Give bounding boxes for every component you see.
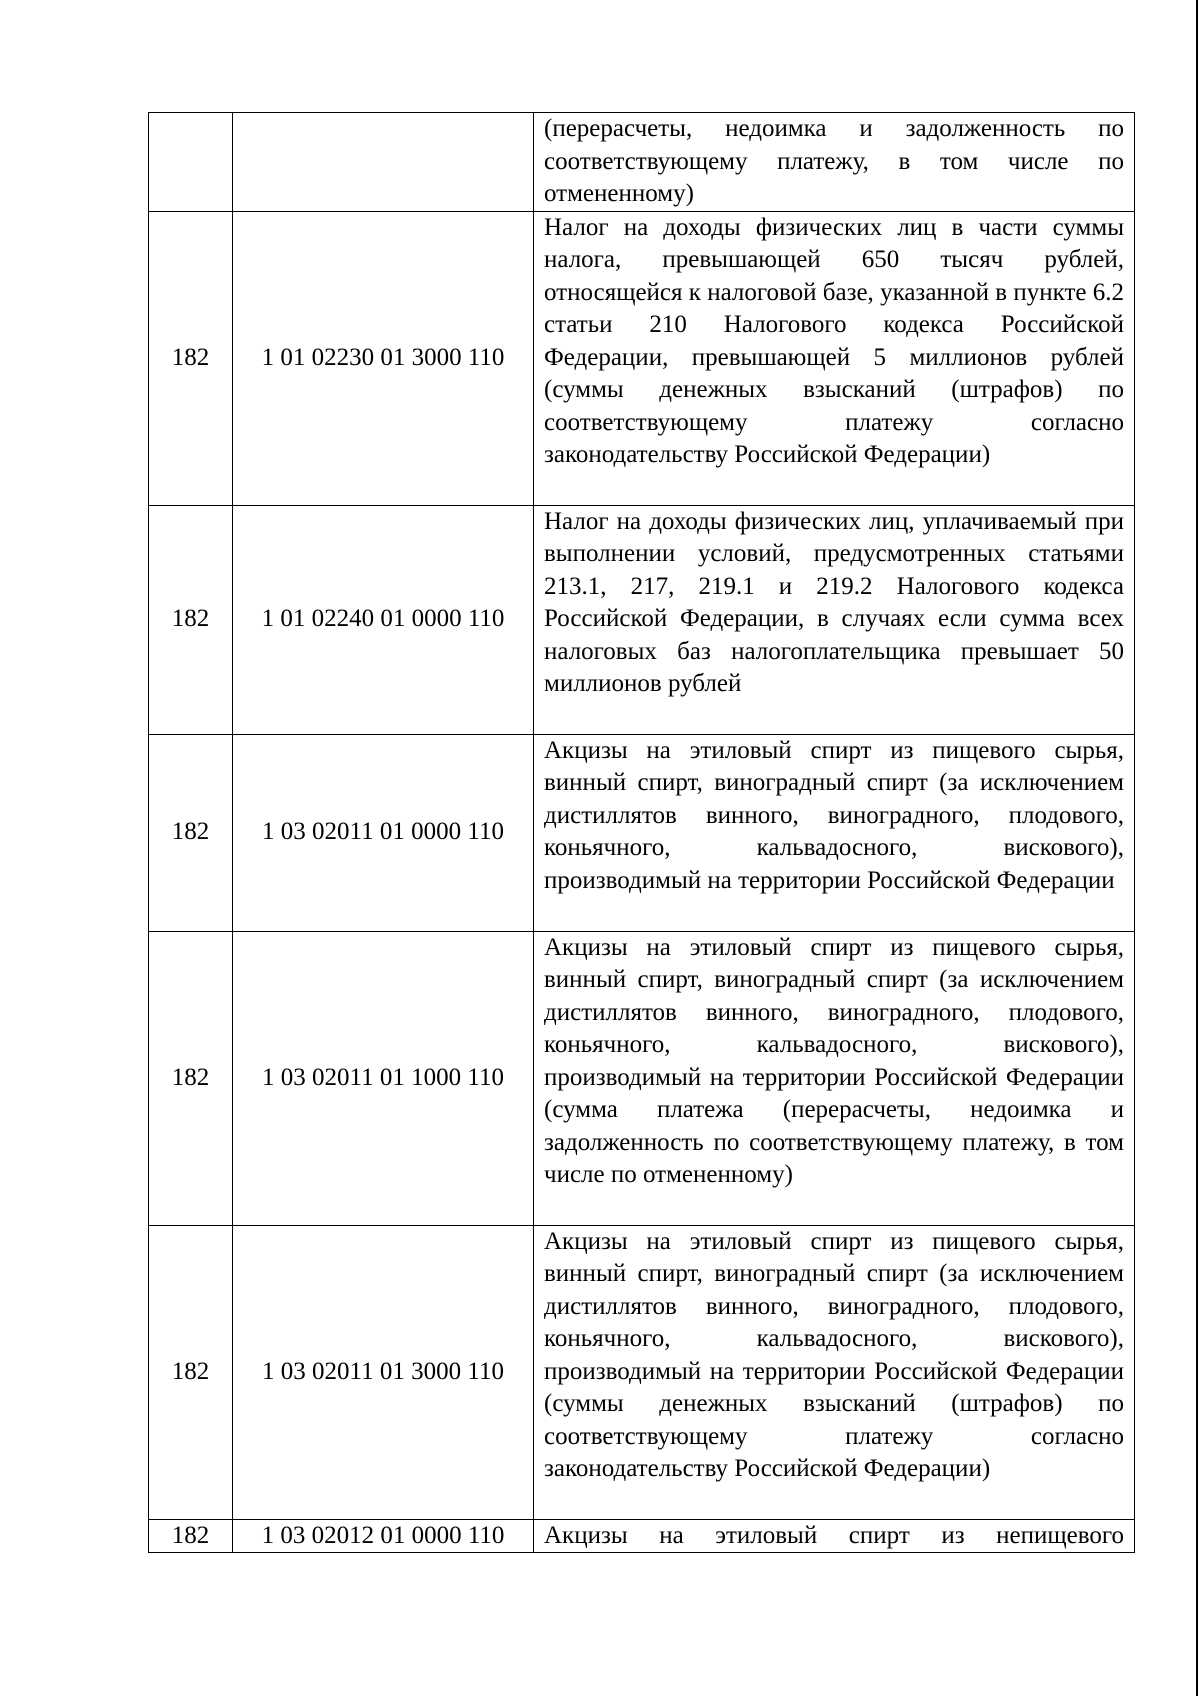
admin-code-cell: 182 [149, 505, 233, 734]
description-cell: Налог на доходы физических лиц в части суммы налога, превышающей 650 тысяч рублей, относящейся к налоговой базе, указанной в пункте 6.2 статьи 210 Налогового кодекса Российской Федерации, превышающей 5 миллионов рублей (суммы денежных взысканий (штрафов) по соответствующему платежу согласно законодательству Российской Федерации) [534, 211, 1135, 505]
kbk-code-cell: 1 01 02230 01 3000 110 [233, 211, 534, 505]
description-cell: Налог на доходы физических лиц, уплачиваемый при выполнении условий, предусмотренных статьями 213.1, 217, 219.1 и 219.2 Налогового кодекса Российской Федерации, в случаях если сумма всех налоговых баз налогоплательщика превышает 50 миллионов рублей [534, 505, 1135, 734]
table-row [149, 931, 1135, 1225]
budget-classification-table [148, 112, 1135, 1553]
description-cell: Акцизы на этиловый спирт из пищевого сырья, винный спирт, виноградный спирт (за исключением дистиллятов винного, виноградного, плодового, коньячного, кальвадосного, вискового), производимый на территории Российской Федерации [534, 734, 1135, 931]
admin-code-cell: 182 [149, 931, 233, 1225]
table-row [149, 1225, 1135, 1519]
description-cell: Акцизы на этиловый спирт из пищевого сырья, винный спирт, виноградный спирт (за исключением дистиллятов винного, виноградного, плодового, коньячного, кальвадосного, вискового), производимый на территории Российской Федерации (суммы денежных взысканий (штрафов) по соответствующему платежу согласно законодательству Российской Федерации) [534, 1225, 1135, 1519]
admin-code-cell: 182 [149, 1519, 233, 1553]
kbk-code-cell: 1 03 02011 01 3000 110 [233, 1225, 534, 1519]
kbk-code-cell: 1 03 02011 01 1000 110 [233, 931, 534, 1225]
kbk-code-cell: 1 03 02012 01 0000 110 [233, 1519, 534, 1553]
table-row [149, 1519, 1135, 1553]
table-row [149, 734, 1135, 931]
table-row [149, 505, 1135, 734]
kbk-code-cell: 1 01 02240 01 0000 110 [233, 505, 534, 734]
description-cell: Акцизы на этиловый спирт из пищевого сырья, винный спирт, виноградный спирт (за исключением дистиллятов винного, виноградного, плодового, коньячного, кальвадосного, вискового), производимый на территории Российской Федерации (сумма платежа (перерасчеты, недоимка и задолженность по соответствующему платежу, в том числе по отмененному) [534, 931, 1135, 1225]
kbk-code-cell [233, 113, 534, 212]
table-row [149, 211, 1135, 505]
admin-code-cell: 182 [149, 211, 233, 505]
description-text-continued: Акцизы на этиловый спирт из непищевого [544, 1521, 1124, 1549]
admin-code-cell: 182 [149, 734, 233, 931]
kbk-code-cell: 1 03 02011 01 0000 110 [233, 734, 534, 931]
table-row [149, 113, 1135, 212]
page-edge-line [1196, 0, 1198, 1696]
admin-code-cell: 182 [149, 1225, 233, 1519]
admin-code-cell [149, 113, 233, 212]
description-cell: (перерасчеты, недоимка и задолженность по соответствующему платежу, в том числе по отмененному) [534, 113, 1135, 212]
description-cell [534, 1519, 1135, 1553]
